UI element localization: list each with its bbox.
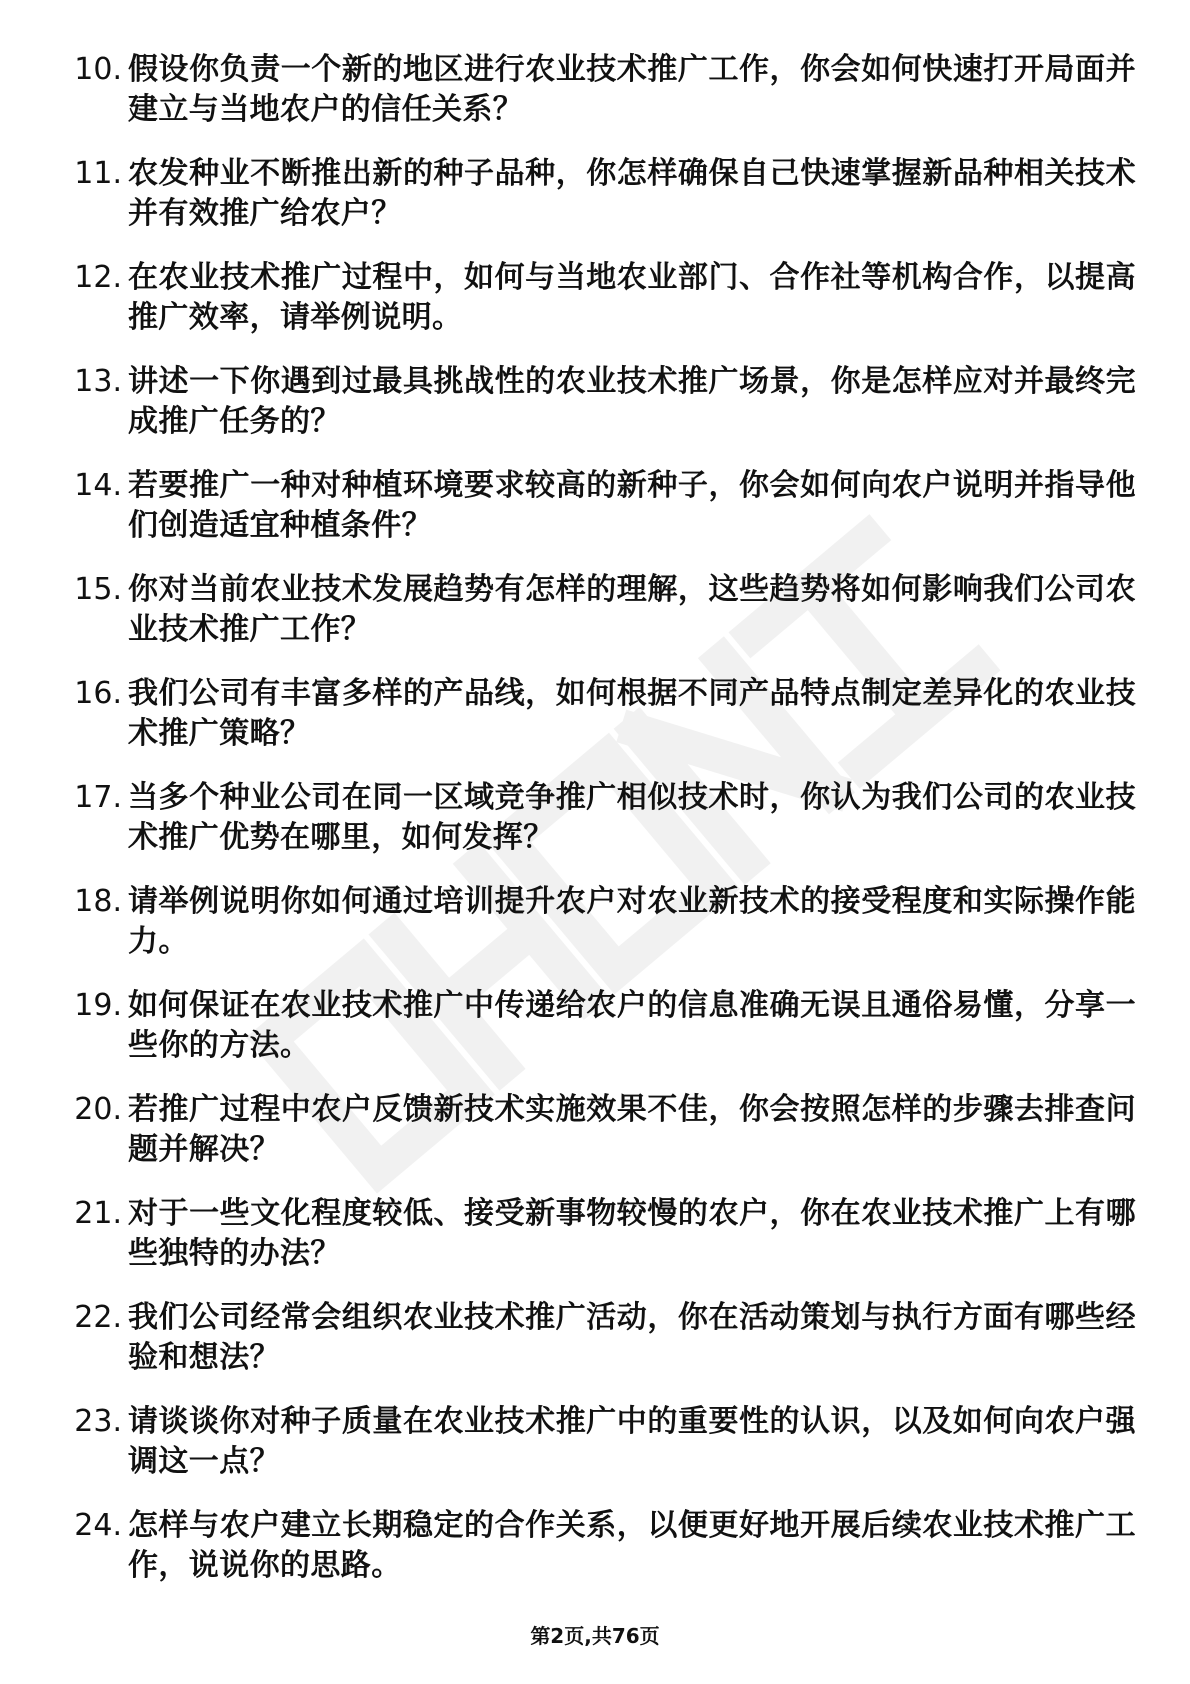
question-item [56,778,1136,882]
question-number: 22. [74,1300,122,1335]
question-item [56,1506,1136,1610]
question-item [56,466,1136,570]
question-item [56,258,1136,362]
question-text: 请谈谈你对种子质量在农业技术推广中的重要性的认识，以及如何向农户强调这一点？ [128,1404,1136,1479]
question-item [56,674,1136,778]
question-list [56,50,1136,1610]
question-text: 当多个种业公司在同一区域竞争推广相似技术时，你认为我们公司的农业技术推广优势在哪里，如何发挥？ [128,780,1136,855]
question-number: 13. [74,364,122,399]
question-number: 10. [74,52,122,87]
question-text: 怎样与农户建立长期稳定的合作关系，以便更好地开展后续农业技术推广工作，说说你的思路。 [128,1508,1136,1583]
question-text: 若要推广一种对种植环境要求较高的新种子，你会如何向农户说明并指导他们创造适宜种植条件？ [128,468,1136,543]
question-number: 24. [74,1508,122,1543]
question-text: 假设你负责一个新的地区进行农业技术推广工作，你会如何快速打开局面并建立与当地农户的信任关系？ [128,52,1136,127]
question-item [56,986,1136,1090]
question-number: 16. [74,676,122,711]
question-item [56,1194,1136,1298]
question-text: 我们公司有丰富多样的产品线，如何根据不同产品特点制定差异化的农业技术推广策略？ [128,676,1136,751]
question-text: 如何保证在农业技术推广中传递给农户的信息准确无误且通俗易懂，分享一些你的方法。 [128,988,1136,1063]
question-item [56,362,1136,466]
question-text: 若推广过程中农户反馈新技术实施效果不佳，你会按照怎样的步骤去排查问题并解决？ [128,1092,1136,1167]
question-item [56,154,1136,258]
question-number: 18. [74,884,122,919]
question-number: 19. [74,988,122,1023]
question-text: 农发种业不断推出新的种子品种，你怎样确保自己快速掌握新品种相关技术并有效推广给农户？ [128,156,1136,231]
question-number: 11. [74,156,122,191]
page-number-footer: 第2页,共76页 [530,1624,660,1648]
question-number: 17. [74,780,122,815]
question-text: 在农业技术推广过程中，如何与当地农业部门、合作社等机构合作，以提高推广效率，请举例说明。 [128,260,1136,335]
question-text: 讲述一下你遇到过最具挑战性的农业技术推广场景，你是怎样应对并最终完成推广任务的？ [128,364,1136,439]
question-item [56,882,1136,986]
question-number: 15. [74,572,122,607]
question-item [56,570,1136,674]
question-text: 你对当前农业技术发展趋势有怎样的理解，这些趋势将如何影响我们公司农业技术推广工作？ [128,572,1136,647]
question-text: 我们公司经常会组织农业技术推广活动，你在活动策划与执行方面有哪些经验和想法？ [128,1300,1136,1375]
question-number: 23. [74,1404,122,1439]
question-number: 12. [74,260,122,295]
question-number: 14. [74,468,122,503]
question-text: 请举例说明你如何通过培训提升农户对农业新技术的接受程度和实际操作能力。 [128,884,1136,959]
question-number: 20. [74,1092,122,1127]
question-item [56,50,1136,154]
question-item [56,1090,1136,1194]
question-text: 对于一些文化程度较低、接受新事物较慢的农户，你在农业技术推广上有哪些独特的办法？ [128,1196,1136,1271]
question-item [56,1298,1136,1402]
question-item [56,1402,1136,1506]
question-number: 21. [74,1196,122,1231]
